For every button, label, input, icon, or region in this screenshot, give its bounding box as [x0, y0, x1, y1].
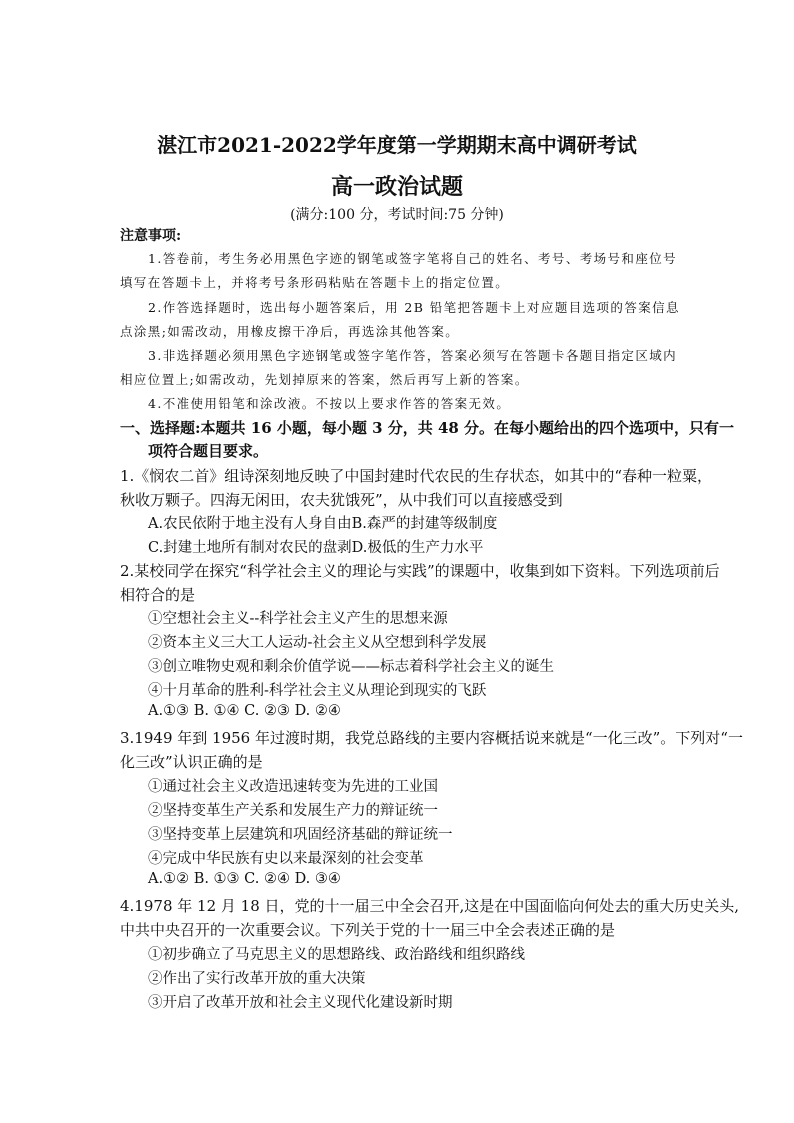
question-1-options: A.农民依附于地主没有人身自由B.森严的封建等级制度: [148, 516, 498, 532]
exam-info: (满分:100 分，考试时间:75 分钟): [290, 207, 504, 223]
subject-title: 高一政治试题: [330, 174, 463, 200]
question-3-stem-cont: 化三改”认识正确的是: [120, 753, 263, 771]
question-4-item: ②作出了实行改革开放的重大决策: [148, 971, 366, 987]
question-2-item: ②资本主义三大工人运动-社会主义从空想到科学发展: [148, 635, 487, 651]
question-2-item: ①空想社会主义--科学社会主义产生的思想来源: [148, 611, 448, 627]
exam-title: 湛江市2021-2022学年度第一学期期末高中调研考试: [157, 133, 637, 157]
question-1-stem: 1.《悯农二首》组诗深刻地反映了中国封建时代农民的生存状态，如其中的“春种一粒粟，: [120, 467, 712, 485]
question-1-stem-cont: 秋收万颗子。四海无闲田，农夫犹饿死”，从中我们可以直接感受到: [120, 491, 563, 509]
section-heading: 一、选择题:本题共 16 小题，每小题 3 分，共 48 分。在每小题给出的四个选项中，只有一: [120, 419, 735, 437]
question-3-item: ③坚持变革上层建筑和巩固经济基础的辩证统一: [148, 827, 453, 843]
note-line: 点涂黑;如需改动，用橡皮擦干净后，再选涂其他答案。: [120, 324, 460, 339]
question-3-choices: A.①② B. ①③ C. ②④ D. ③④: [148, 871, 341, 887]
section-heading-cont: 项符合题目要求。: [148, 442, 269, 460]
question-4-item: ①初步确立了马克思主义的思想路线、政治路线和组织路线: [148, 947, 525, 963]
question-3-stem: 3.1949 年到 1956 年过渡时期，我党总路线的主要内容概括说来就是“一化三改”。下列对“一: [120, 729, 743, 747]
note-line: 4.不准使用铅笔和涂改液。不按以上要求作答的答案无效。: [148, 396, 511, 411]
note-line: 3.非选择题必须用黑色字迹钢笔或签字笔作答，答案必须写在答题卡各题目指定区域内: [148, 348, 678, 363]
note-line: 1.答卷前，考生务必用黑色字迹的钢笔或签字笔将自己的姓名、考号、考场号和座位号: [148, 251, 678, 266]
question-2-stem-cont: 相符合的是: [120, 586, 196, 604]
question-3-item: ①通过社会主义改造迅速转变为先进的工业国: [148, 779, 438, 795]
question-2-item: ④十月革命的胜利-科学社会主义从理论到现实的飞跃: [148, 683, 487, 699]
question-4-stem: 4.1978 年 12 月 18 日，党的十一届三中全会召开,这是在中国面临向何处去的重大历史关头,: [120, 897, 740, 915]
question-2-item: ③创立唯物史观和剩余价值学说——标志着科学社会主义的诞生: [148, 659, 554, 675]
notes-heading: 注意事项:: [120, 228, 182, 244]
question-3-item: ④完成中华民族有史以来最深刻的社会变革: [148, 851, 424, 867]
question-2-stem: 2.某校同学在探究“科学社会主义的理论与实践”的课题中，收集到如下资料。下列选项前后: [120, 562, 720, 580]
question-4-item: ③开启了改革开放和社会主义现代化建设新时期: [148, 995, 453, 1011]
question-1-options: C.封建土地所有制对农民的盘剥D.极低的生产力水平: [148, 540, 484, 556]
question-2-choices: A.①③ B. ①④ C. ②③ D. ②④: [148, 703, 341, 719]
note-line: 填写在答题卡上，并将考号条形码粘贴在答题卡上的指定位置。: [120, 275, 510, 290]
note-line: 相应位置上;如需改动，先划掉原来的答案，然后再写上新的答案。: [120, 372, 529, 387]
note-line: 2.作答选择题时，选出每小题答案后，用 2B 铅笔把答题卡上对应题目选项的答案信息: [148, 300, 680, 315]
question-4-stem-cont: 中共中央召开的一次重要会议。下列关于党的十一届三中全会表述正确的是: [120, 921, 616, 939]
question-3-item: ②坚持变革生产关系和发展生产力的辩证统一: [148, 803, 438, 819]
